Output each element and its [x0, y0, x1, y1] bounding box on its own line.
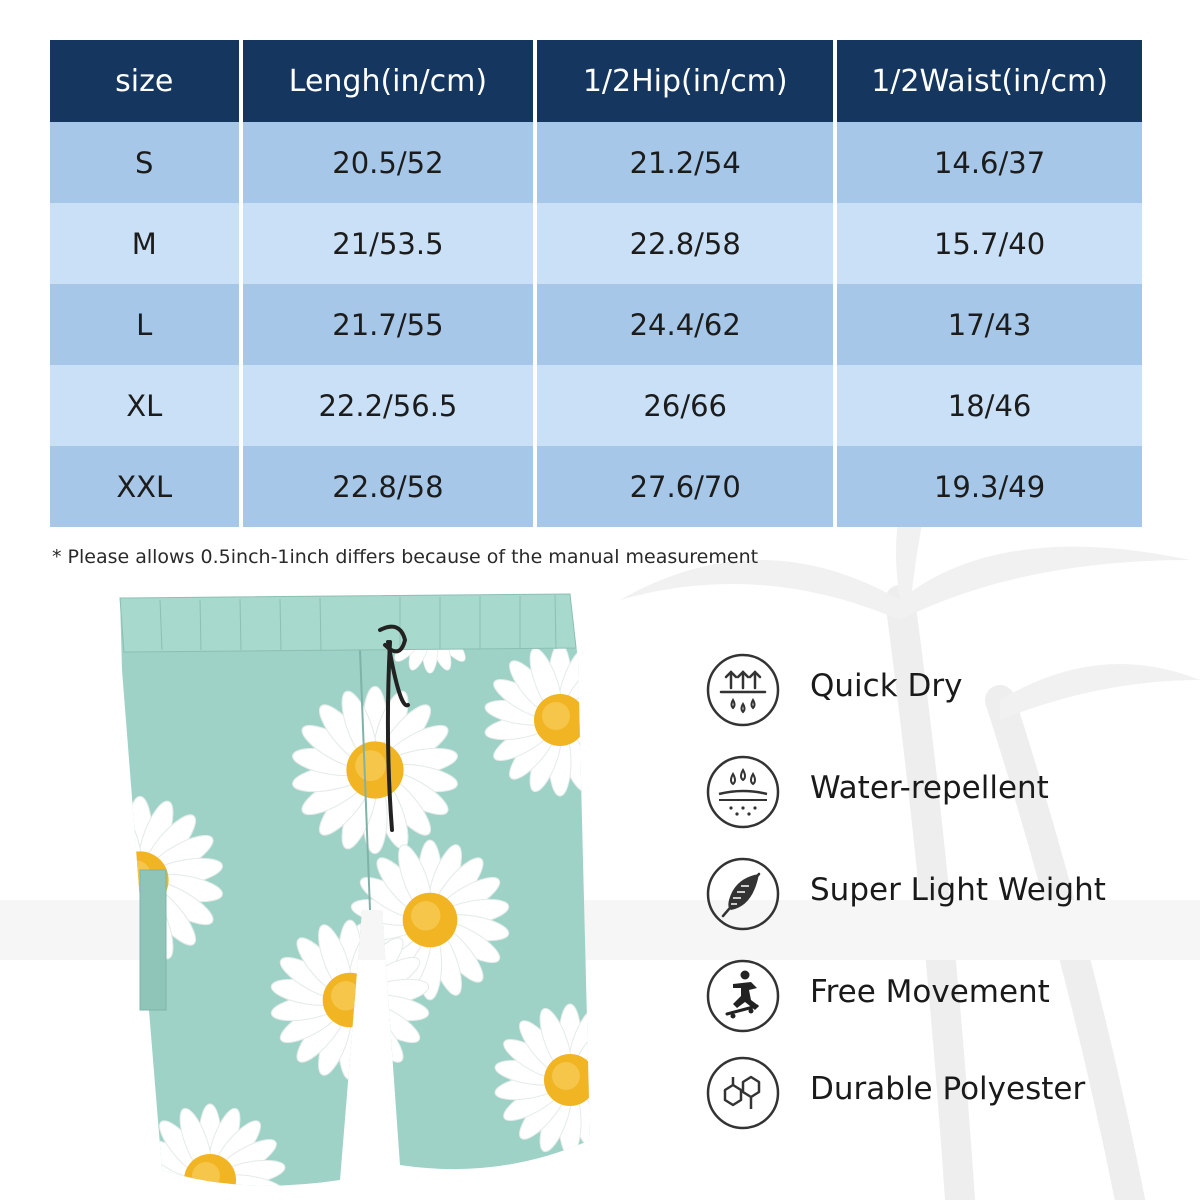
cell-hip: 27.6/70 — [537, 446, 833, 527]
skater-icon — [705, 958, 781, 1034]
feature-durable-polyester — [705, 1055, 1175, 1135]
cell-size: L — [50, 284, 239, 365]
table-row — [50, 446, 1142, 527]
header-hip: 1/2Hip(in/cm) — [537, 40, 833, 122]
cell-hip: 26/66 — [537, 365, 833, 446]
feature-label: Quick Dry — [810, 668, 963, 704]
feature-label: Super Light Weight — [810, 872, 1106, 908]
feature-free-movement — [705, 958, 1175, 1038]
cell-length: 21.7/55 — [243, 284, 534, 365]
feather-icon — [705, 856, 781, 932]
feature-quick-dry — [705, 652, 1175, 732]
table-row — [50, 284, 1142, 365]
cell-waist: 19.3/49 — [837, 446, 1142, 527]
cell-hip: 22.8/58 — [537, 203, 833, 284]
cell-hip: 24.4/62 — [537, 284, 833, 365]
cell-length: 20.5/52 — [243, 122, 534, 203]
cell-hip: 21.2/54 — [537, 122, 833, 203]
molecule-icon — [705, 1055, 781, 1131]
feature-water-repellent — [705, 754, 1175, 834]
table-row — [50, 122, 1142, 203]
feature-label: Water-repellent — [810, 770, 1049, 806]
cell-waist: 15.7/40 — [837, 203, 1142, 284]
cell-size: XXL — [50, 446, 239, 527]
feature-label: Durable Polyester — [810, 1071, 1086, 1107]
cell-size: M — [50, 203, 239, 284]
cell-size: XL — [50, 365, 239, 446]
size-chart-table — [46, 40, 1146, 527]
feature-light-weight — [705, 856, 1175, 936]
water-repellent-icon — [705, 754, 781, 830]
daisy-board-shorts-image — [100, 580, 600, 1200]
cell-length: 22.2/56.5 — [243, 365, 534, 446]
header-size: size — [50, 40, 239, 122]
quick-dry-icon — [705, 652, 781, 728]
cell-length: 22.8/58 — [243, 446, 534, 527]
cell-waist: 14.6/37 — [837, 122, 1142, 203]
cell-length: 21/53.5 — [243, 203, 534, 284]
header-length: Lengh(in/cm) — [243, 40, 534, 122]
table-row — [50, 365, 1142, 446]
cell-waist: 18/46 — [837, 365, 1142, 446]
header-waist: 1/2Waist(in/cm) — [837, 40, 1142, 122]
cell-waist: 17/43 — [837, 284, 1142, 365]
table-row — [50, 203, 1142, 284]
feature-label: Free Movement — [810, 974, 1050, 1010]
cell-size: S — [50, 122, 239, 203]
measurement-note: * Please allows 0.5inch-1inch differs because of the manual measurement — [52, 546, 759, 568]
size-chart-header-row — [50, 40, 1142, 122]
